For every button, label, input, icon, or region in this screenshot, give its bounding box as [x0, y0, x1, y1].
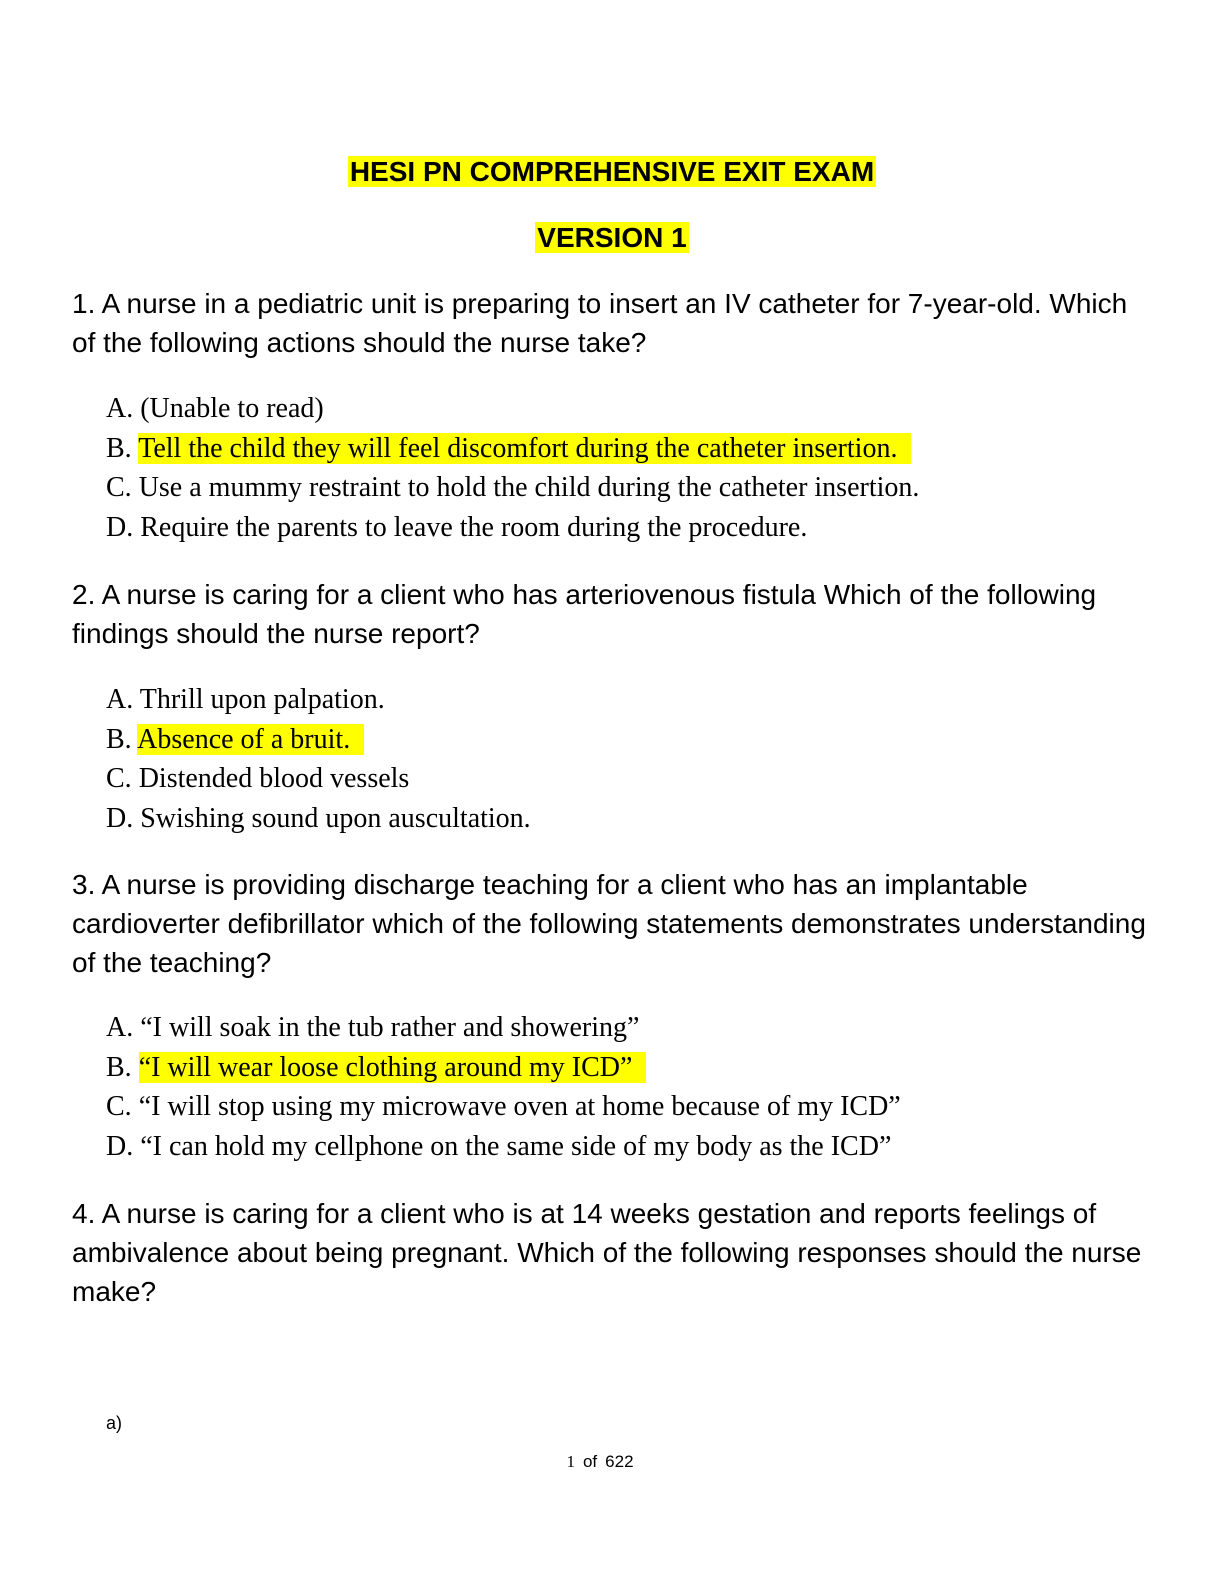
- question-3-text: 3. A nurse is providing discharge teaching for a client who has an implantable cardioverter defibrillator which of the following statements demonstrates understanding of the teaching?: [72, 869, 1146, 978]
- option-d: [106, 799, 1106, 839]
- option-letter: D.: [106, 802, 134, 834]
- question-4-text: 4. A nurse is caring for a client who is at 14 weeks gestation and reports feelings of ambivalence about being pregnant. Which of the following responses should the nurse make?: [72, 1198, 1142, 1307]
- option-c: [106, 468, 1106, 508]
- option-letter: C.: [106, 763, 132, 794]
- option-text: (Unable to read): [140, 393, 324, 424]
- document-version: [0, 220, 1224, 256]
- option-text: Use a mummy restraint to hold the child during the catheter insertion.: [138, 472, 920, 503]
- option-text: “I can hold my cellphone on the same side of my body as the ICD”: [140, 1130, 892, 1162]
- option-letter: B.: [106, 432, 132, 464]
- option-c: [106, 1087, 1106, 1127]
- option-letter: C.: [106, 1091, 132, 1122]
- option-text-highlighted: “I will wear loose clothing around my ICD”: [139, 1052, 647, 1083]
- option-letter: B.: [106, 1051, 132, 1083]
- document-title: [0, 154, 1224, 190]
- option-letter: A.: [106, 1012, 134, 1043]
- option-text: “I will stop using my microwave oven at home because of my ICD”: [138, 1091, 901, 1122]
- option-text: Thrill upon palpation.: [139, 684, 385, 715]
- option-text: Swishing sound upon auscultation.: [140, 802, 531, 834]
- page-number-current: 1: [566, 1452, 575, 1471]
- option-text-highlighted: Tell the child they will feel discomfort during the catheter insertion.: [138, 433, 911, 464]
- option-letter: A.: [106, 393, 134, 424]
- option-letter: D.: [106, 1130, 134, 1162]
- option-letter: A.: [106, 684, 134, 715]
- question-3-options: [106, 1008, 1106, 1166]
- option-a: [106, 389, 1106, 429]
- option-b: [106, 1048, 1106, 1088]
- option-letter: D.: [106, 511, 134, 543]
- option-d: [106, 508, 1106, 548]
- option-text: Distended blood vessels: [138, 763, 410, 794]
- question-2-options: [106, 680, 1106, 838]
- answer-label-a: a): [106, 1413, 123, 1433]
- page-number-total: 622: [605, 1452, 634, 1471]
- option-text-highlighted: Absence of a bruit.: [137, 724, 364, 755]
- option-b: [106, 429, 1106, 469]
- option-c: [106, 759, 1106, 799]
- option-text: “I will soak in the tub rather and showering”: [140, 1012, 640, 1043]
- page-number-separator: of: [582, 1452, 598, 1471]
- option-text: Require the parents to leave the room during the procedure.: [140, 511, 808, 543]
- option-b: [106, 720, 1106, 760]
- option-a: [106, 1008, 1106, 1048]
- option-letter: B.: [106, 723, 132, 755]
- document-title-text: HESI PN COMPREHENSIVE EXIT EXAM: [349, 156, 875, 187]
- option-letter: C.: [106, 472, 132, 503]
- question-1-text: 1. A nurse in a pediatric unit is preparing to insert an IV catheter for 7-year-old. Which of the following actions should the nurse take?: [72, 288, 1128, 358]
- page-number: [0, 1450, 1200, 1474]
- option-d: [106, 1127, 1106, 1167]
- option-a: [106, 680, 1106, 720]
- question-1-options: [106, 389, 1106, 547]
- question-2-text: 2. A nurse is caring for a client who has arteriovenous fistula Which of the following findings should the nurse report?: [72, 579, 1097, 649]
- document-version-text: VERSION 1: [537, 222, 687, 253]
